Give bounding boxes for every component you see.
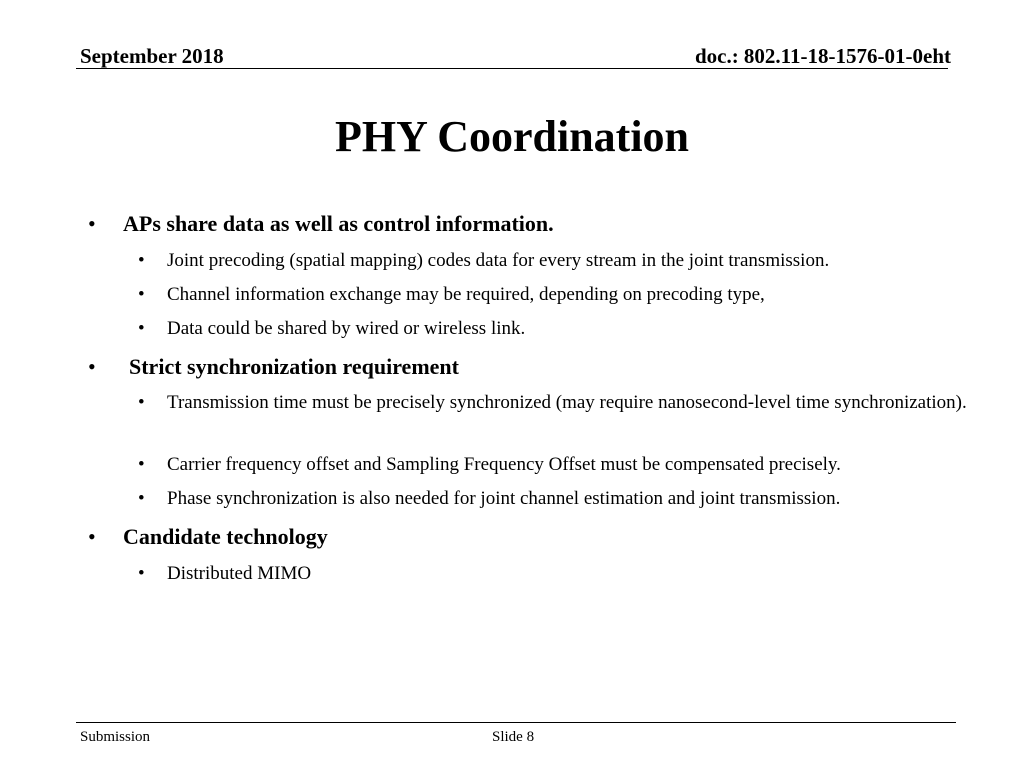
bullet-glyph: • [88,524,96,549]
bullet-glyph: • [138,318,145,339]
footer-submission: Submission [80,729,151,745]
bullet-glyph: • [138,563,145,584]
bullet-glyph: • [88,354,96,379]
bullet-glyph: • [138,488,145,509]
header-date: September 2018 [80,44,224,68]
bullet-text: Strict synchronization requirement [129,354,459,379]
bullet-glyph: • [138,392,145,413]
sub-bullet-text: Joint precoding (spatial mapping) codes data for every stream in the joint transmission. [167,250,830,271]
bullet-glyph: • [138,250,145,271]
bullet-glyph: • [138,284,145,305]
sub-bullet-text: Phase synchronization is also needed for joint channel estimation and joint transmission. [167,488,841,509]
sub-bullet-text: Data could be shared by wired or wireless link. [167,318,526,339]
sub-bullet-text: Carrier frequency offset and Sampling Frequency Offset must be compensated precisely. [167,454,841,475]
header-divider [76,68,948,69]
footer-divider [76,722,956,723]
header-doc-id: doc.: 802.11-18-1576-01-0eht [694,44,951,68]
bullet-glyph: • [88,211,96,236]
slide-title: PHY Coordination [334,112,690,161]
bullet-text: Candidate technology [123,524,328,549]
footer-slide-number: Slide 8 [492,729,535,745]
bullet-glyph: • [138,454,145,475]
sub-bullet-text: Distributed MIMO [167,563,312,584]
sub-bullet-text: Transmission time must be precisely synchronized (may require nanosecond-level time synchronization). [167,392,967,413]
sub-bullet-text: Channel information exchange may be required, depending on precoding type, [167,284,765,305]
bullet-text: APs share data as well as control information. [123,211,554,236]
